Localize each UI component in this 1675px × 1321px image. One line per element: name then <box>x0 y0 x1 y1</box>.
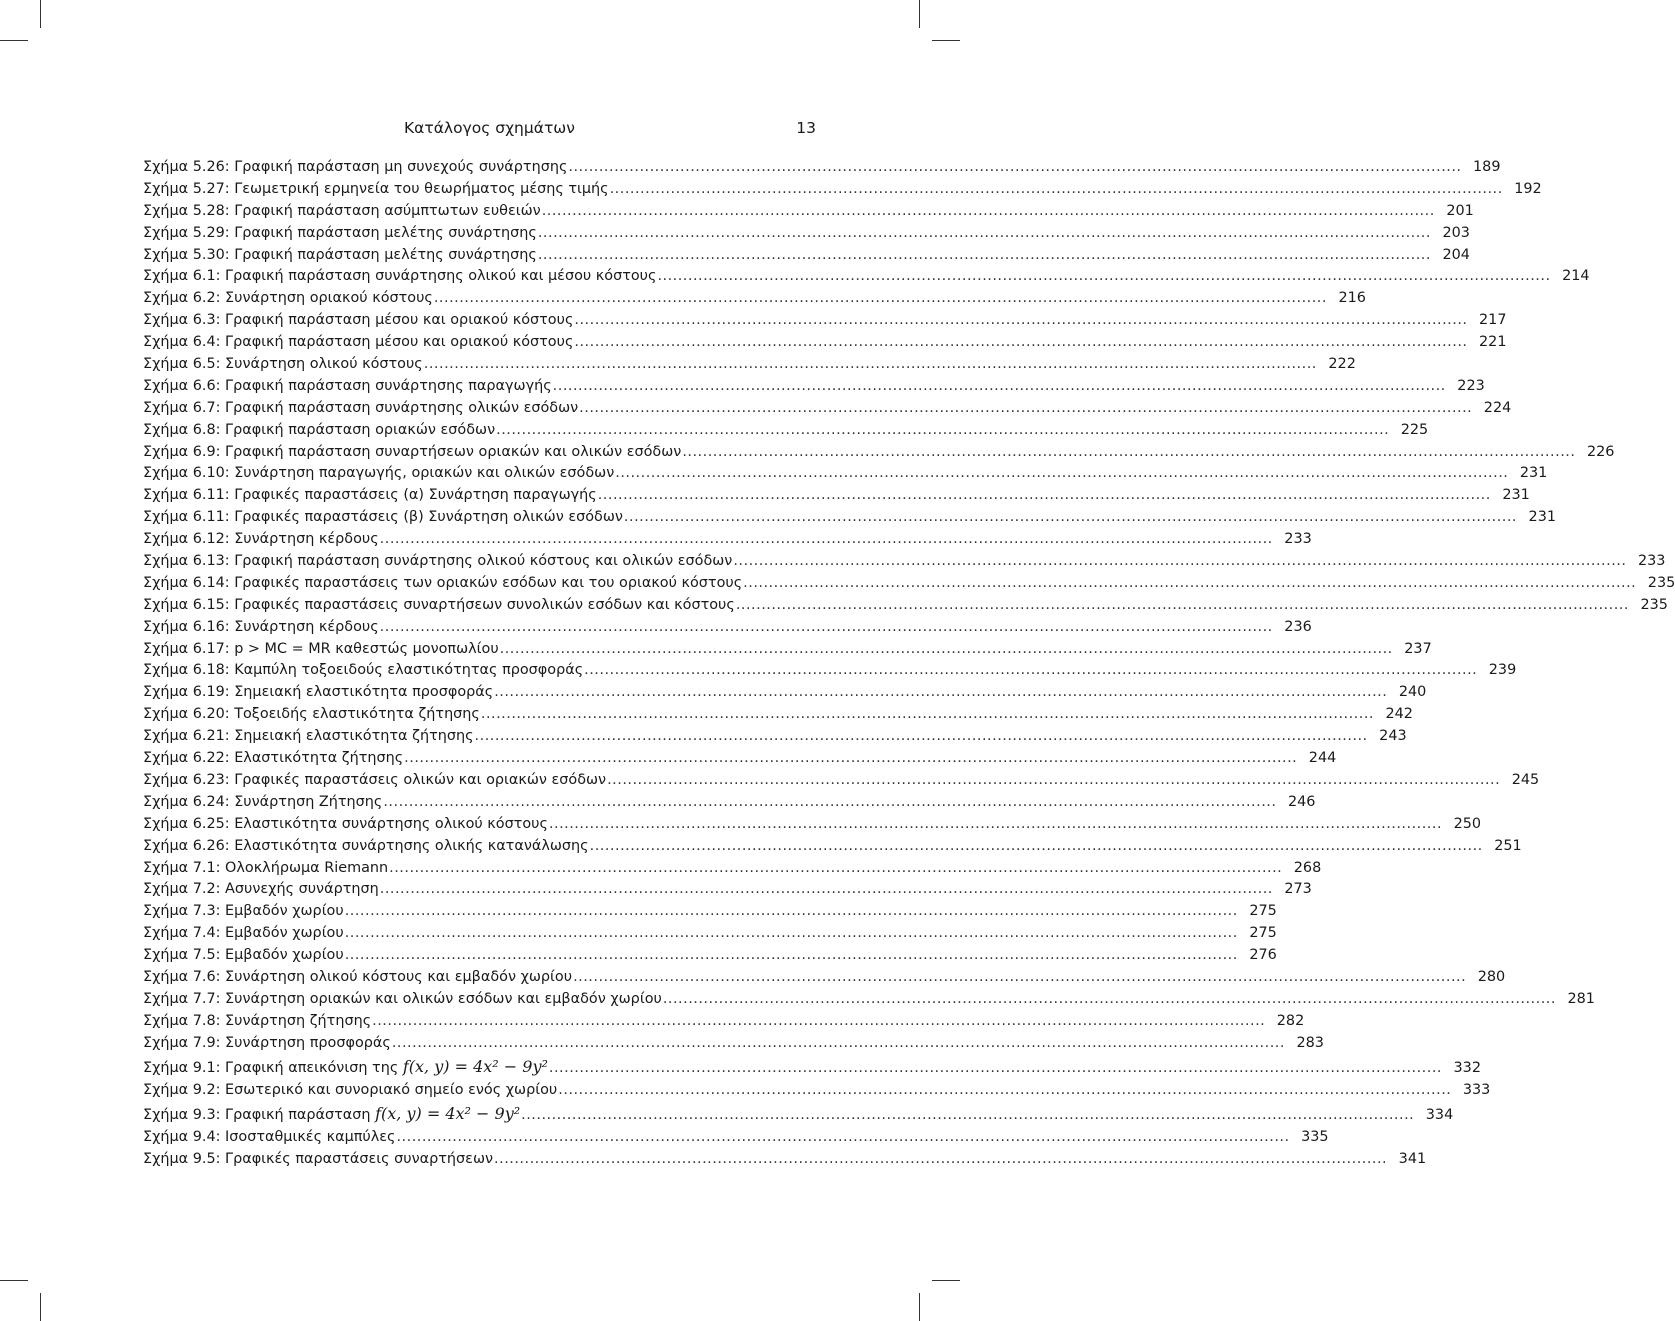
toc-entry-text: Σχήμα 9.3: Γραφική παράσταση <box>143 1106 371 1123</box>
toc-entry-label <box>143 619 379 635</box>
toc-entry-label <box>143 247 537 263</box>
toc-entry-label <box>143 947 344 963</box>
toc-entry-label <box>143 794 382 810</box>
toc-entry-page: 189 <box>1473 159 1501 175</box>
toc-entry-label <box>143 312 573 328</box>
toc-entry-text: Σχήμα 7.7: Συνάρτηση οριακών και ολικών εσόδων και εμβαδόν χωρίου <box>143 990 662 1007</box>
toc-entry[interactable] <box>143 750 1337 772</box>
toc-entry[interactable] <box>143 968 1506 991</box>
dot-leader <box>538 247 1431 263</box>
toc-entry[interactable] <box>143 903 1277 925</box>
toc-entry-page: 235 <box>1640 596 1668 613</box>
toc-entry-page: 231 <box>1528 509 1557 526</box>
toc-entry-label <box>143 1057 548 1076</box>
toc-entry[interactable] <box>143 990 1595 1013</box>
toc-entry-text: Σχήμα 9.2: Εσωτερικό και συνοριακό σημείο ενός χωρίου <box>143 1081 558 1098</box>
toc-entry-page: 268 <box>1293 859 1322 876</box>
crop-mark <box>40 0 41 28</box>
toc-entry[interactable] <box>143 706 1413 728</box>
toc-entry-page: 201 <box>1446 202 1474 219</box>
toc-entry-page: 251 <box>1494 837 1522 854</box>
toc-entry-page: 192 <box>1514 180 1542 197</box>
toc-entry[interactable] <box>143 1150 1427 1173</box>
toc-entry-text: Σχήμα 6.2: Συνάρτηση οριακού κόστους <box>143 290 433 307</box>
dot-leader <box>574 334 1467 350</box>
dot-leader <box>389 860 1282 876</box>
toc-entry-label <box>143 509 623 525</box>
toc-entry-text: Σχήμα 6.13: Γραφική παράσταση συνάρτησης ολικού κόστους και ολικών εσόδων <box>143 553 733 570</box>
dot-leader <box>549 1060 1442 1076</box>
toc-entry[interactable] <box>143 771 1540 794</box>
toc-entry-label <box>143 553 732 569</box>
dot-leader <box>607 772 1500 788</box>
toc-entry-page: 204 <box>1442 246 1470 263</box>
toc-entry-text: Σχήμα 7.5: Εμβαδόν χωρίου <box>143 947 344 964</box>
toc-entry-text: Σχήμα 6.6: Γραφική παράσταση συνάρτησης παραγωγής <box>143 377 552 394</box>
dot-leader <box>345 925 1238 941</box>
toc-entry-label <box>143 1151 493 1167</box>
dot-leader <box>434 290 1327 306</box>
toc-entry[interactable] <box>143 246 1470 269</box>
dot-leader <box>743 575 1636 591</box>
dot-leader <box>624 509 1517 525</box>
dot-leader <box>372 1013 1265 1029</box>
toc-entry[interactable] <box>143 509 1557 531</box>
toc-entry-page: 236 <box>1284 618 1312 635</box>
dot-leader <box>380 881 1273 897</box>
toc-entry-text: Σχήμα 6.4: Γραφική παράσταση μέσου και οριακού κόστους <box>143 334 574 351</box>
toc-entry-label <box>143 334 573 350</box>
toc-entry[interactable] <box>143 487 1530 509</box>
toc-entry-page: 273 <box>1284 881 1312 898</box>
toc-entry-text: Σχήμα 9.4: Ισοσταθμικές καμπύλες <box>143 1128 396 1145</box>
toc-entry-label <box>143 290 433 306</box>
toc-entry-text: Σχήμα 6.3: Γραφική παράσταση μέσου και οριακού κόστους <box>143 312 574 329</box>
toc-entry[interactable] <box>143 596 1668 619</box>
toc-entry[interactable] <box>143 443 1615 466</box>
header-title: Κατάλογος σχημάτων <box>404 119 575 137</box>
toc-entry-text: Σχήμα 6.1: Γραφική παράσταση συνάρτησης ολικού και μέσου κόστους <box>143 268 657 285</box>
toc-entry-label <box>143 378 552 394</box>
dot-leader <box>549 816 1442 832</box>
dot-leader <box>345 903 1238 919</box>
dot-leader <box>590 838 1483 854</box>
toc-entry[interactable] <box>143 159 1501 181</box>
dot-leader <box>736 597 1629 613</box>
toc-entry-page: 282 <box>1276 1012 1305 1029</box>
toc-entry-text: Σχήμα 6.15: Γραφικές παραστάσεις συναρτήσεων συνολικών εσόδων και κόστους <box>143 596 735 613</box>
toc-entry-label <box>143 465 614 481</box>
toc-entry-label <box>143 356 423 372</box>
toc-entry-text: Σχήμα 6.16: Συνάρτηση κέρδους <box>143 618 379 635</box>
toc-entry[interactable] <box>143 290 1366 312</box>
toc-entry[interactable] <box>143 421 1429 444</box>
toc-entry[interactable] <box>143 224 1470 247</box>
toc-entry-page: 275 <box>1249 925 1277 942</box>
toc-entry[interactable] <box>143 640 1432 663</box>
toc-entry-text: Σχήμα 6.21: Σημειακή ελαστικότητα ζήτησης <box>143 728 474 745</box>
toc-entry-page: 341 <box>1398 1150 1427 1167</box>
toc-entry-label <box>143 838 589 854</box>
dot-leader <box>496 422 1389 438</box>
toc-entry-label <box>143 706 480 722</box>
toc-entry-page: 244 <box>1308 750 1337 767</box>
toc-entry-page: 242 <box>1385 706 1413 723</box>
dot-leader <box>598 487 1491 503</box>
toc-entry-text: Σχήμα 6.20: Τοξοειδής ελαστικότητα ζήτησης <box>143 706 480 723</box>
toc-entry-label <box>143 268 656 284</box>
list-of-figures <box>143 159 1675 1173</box>
toc-entry-page: 216 <box>1338 290 1366 307</box>
toc-entry-text: Σχήμα 6.11: Γραφικές παραστάσεις (β) Συνάρτηση ολικών εσόδων <box>143 509 623 526</box>
toc-entry-text: Σχήμα 6.25: Ελαστικότητα συνάρτησης ολικού κόστους <box>143 815 548 832</box>
dot-leader <box>404 750 1297 766</box>
toc-entry-page: 233 <box>1637 553 1666 570</box>
toc-entry-label <box>143 903 344 919</box>
toc-entry-label <box>143 1013 371 1029</box>
toc-entry-page: 221 <box>1479 334 1507 351</box>
toc-entry-page: 332 <box>1453 1059 1481 1076</box>
toc-entry-text: Σχήμα 6.22: Ελαστικότητα ζήτησης <box>143 750 404 767</box>
toc-entry-label <box>143 728 474 744</box>
toc-entry-page: 226 <box>1586 443 1615 460</box>
toc-entry-page: 239 <box>1488 662 1517 679</box>
toc-entry-page: 235 <box>1647 574 1675 591</box>
toc-entry-label <box>143 772 606 788</box>
toc-entry[interactable] <box>143 837 1522 860</box>
toc-entry-label <box>143 991 662 1007</box>
toc-entry-label <box>143 750 403 766</box>
dot-leader <box>663 991 1556 1007</box>
toc-entry-page: 222 <box>1328 356 1356 373</box>
toc-entry-label <box>143 860 388 876</box>
dot-leader <box>500 641 1393 657</box>
toc-entry-text: Σχήμα 7.2: Ασυνεχής συνάρτηση <box>143 881 379 898</box>
crop-mark <box>0 1280 28 1281</box>
toc-entry-page: 276 <box>1249 947 1277 964</box>
toc-entry-text: Σχήμα 6.18: Καμπύλη τοξοειδούς ελαστικότητας προσφοράς <box>143 662 584 679</box>
toc-entry[interactable] <box>143 334 1507 356</box>
dot-leader <box>345 947 1238 963</box>
toc-entry-text: Σχήμα 7.6: Συνάρτηση ολικού κόστους και εμβαδόν χωρίου <box>143 968 573 985</box>
toc-entry[interactable] <box>143 1056 1481 1082</box>
toc-entry-page: 243 <box>1379 728 1407 745</box>
dot-leader <box>380 619 1273 635</box>
toc-entry-label <box>143 641 499 657</box>
dot-leader <box>657 268 1550 284</box>
dot-leader <box>682 444 1575 460</box>
toc-entry-label <box>143 969 572 985</box>
toc-entry-text: Σχήμα 6.10: Συνάρτηση παραγωγής, οριακών και ολικών εσόδων <box>143 465 615 482</box>
toc-entry-page: 224 <box>1483 399 1512 416</box>
toc-entry-text: Σχήμα 6.7: Γραφική παράσταση συνάρτησης ολικών εσόδων <box>143 399 579 416</box>
toc-entry-page: 233 <box>1284 531 1312 548</box>
toc-entry[interactable] <box>143 1081 1491 1104</box>
toc-entry[interactable] <box>143 1012 1305 1035</box>
dot-leader <box>574 312 1467 328</box>
toc-entry-text: Σχήμα 9.1: Γραφική απεικόνιση της <box>143 1059 399 1076</box>
toc-entry-text: Σχήμα 6.5: Συνάρτηση ολικού κόστους <box>143 356 423 373</box>
toc-entry-label <box>143 531 379 547</box>
toc-entry[interactable] <box>143 377 1485 400</box>
dot-leader <box>568 159 1461 175</box>
toc-entry-text: Σχήμα 7.8: Συνάρτηση ζήτησης <box>143 1012 372 1029</box>
toc-entry-page: 240 <box>1398 684 1427 701</box>
toc-entry-label <box>143 444 681 460</box>
crop-mark <box>919 0 920 28</box>
toc-entry[interactable] <box>143 815 1482 838</box>
toc-entry-label <box>143 597 735 613</box>
dot-leader <box>475 728 1368 744</box>
toc-entry-text: Σχήμα 7.9: Συνάρτηση προσφοράς <box>143 1034 391 1051</box>
toc-entry-text: Σχήμα 7.4: Εμβαδόν χωρίου <box>143 925 344 942</box>
dot-leader <box>392 1035 1285 1051</box>
toc-entry[interactable] <box>143 881 1312 903</box>
toc-entry-text: Σχήμα 6.24: Συνάρτηση Ζήτησης <box>143 793 383 810</box>
toc-entry[interactable] <box>143 684 1427 706</box>
toc-entry-text: Σχήμα 6.8: Γραφική παράσταση οριακών εσόδων <box>143 421 496 438</box>
toc-entry-text: Σχήμα 9.5: Γραφικές παραστάσεις συναρτήσεων <box>143 1150 494 1167</box>
dot-leader <box>733 553 1626 569</box>
toc-entry-page: 223 <box>1457 377 1485 394</box>
toc-entry-label <box>143 925 344 941</box>
toc-entry-page: 275 <box>1249 903 1277 920</box>
toc-entry-label <box>143 203 541 219</box>
toc-entry-text: Σχήμα 6.23: Γραφικές παραστάσεις ολικών και οριακών εσόδων <box>143 771 607 788</box>
toc-entry[interactable] <box>143 312 1507 334</box>
toc-entry[interactable] <box>143 1034 1324 1057</box>
dot-leader <box>542 203 1435 219</box>
toc-entry[interactable] <box>143 202 1474 225</box>
toc-entry[interactable] <box>143 399 1512 422</box>
toc-entry-label <box>143 662 583 678</box>
dot-leader <box>610 181 1503 197</box>
dot-leader <box>396 1129 1289 1145</box>
dot-leader <box>494 684 1387 700</box>
toc-entry-formula: f(x, y) = 4x² − 9y² <box>402 1056 548 1076</box>
toc-entry-label <box>143 1104 520 1123</box>
dot-leader <box>521 1107 1414 1123</box>
toc-entry-text: Σχήμα 5.27: Γεωμετρική ερμηνεία του θεωρήματος μέσης τιμής <box>143 180 609 197</box>
toc-entry-text: Σχήμα 6.14: Γραφικές παραστάσεις των οριακών εσόδων και του οριακού κόστους <box>143 574 743 591</box>
dot-leader <box>380 531 1273 547</box>
toc-entry-label <box>143 575 742 591</box>
toc-entry-text: Σχήμα 6.19: Σημειακή ελαστικότητα προσφοράς <box>143 684 494 701</box>
toc-entry-label <box>143 487 597 503</box>
toc-entry-label <box>143 684 493 700</box>
toc-entry[interactable] <box>143 793 1316 816</box>
crop-mark <box>0 40 28 41</box>
crop-mark <box>932 40 960 41</box>
toc-entry[interactable] <box>143 1103 1454 1129</box>
dot-leader <box>579 400 1472 416</box>
toc-entry[interactable] <box>143 268 1590 290</box>
toc-entry-page: 231 <box>1519 465 1548 482</box>
toc-entry-page: 237 <box>1404 640 1432 657</box>
toc-entry-text: Σχήμα 6.9: Γραφική παράσταση συναρτήσεων οριακών και ολικών εσόδων <box>143 443 682 460</box>
toc-entry-label <box>143 1129 395 1145</box>
toc-entry[interactable] <box>143 947 1277 969</box>
toc-entry-text: Σχήμα 7.1: Ολοκλήρωμα Riemann <box>143 859 389 876</box>
toc-entry[interactable] <box>143 859 1322 882</box>
toc-entry[interactable] <box>143 728 1407 750</box>
toc-entry[interactable] <box>143 553 1666 575</box>
toc-entry-formula: f(x, y) = 4x² − 9y² <box>375 1103 521 1123</box>
toc-entry-text: Σχήμα 6.17: p > MC = MR καθεστώς μονοπωλίου <box>143 640 499 657</box>
toc-entry-label <box>143 1082 557 1098</box>
toc-entry-page: 217 <box>1479 312 1507 329</box>
running-header <box>140 119 816 141</box>
toc-entry-page: 246 <box>1287 793 1316 810</box>
toc-entry-page: 231 <box>1502 487 1530 504</box>
dot-leader <box>553 378 1446 394</box>
dot-leader <box>538 225 1431 241</box>
dot-leader <box>573 969 1466 985</box>
toc-entry-page: 334 <box>1425 1106 1454 1123</box>
toc-entry[interactable] <box>143 925 1277 947</box>
dot-leader <box>584 662 1477 678</box>
toc-entry-label <box>143 422 495 438</box>
toc-entry-label <box>143 159 567 175</box>
toc-entry-label <box>143 400 578 416</box>
crop-mark <box>40 1293 41 1321</box>
dot-leader <box>383 794 1276 810</box>
toc-entry-page: 333 <box>1462 1081 1491 1098</box>
header-page-number: 13 <box>796 119 816 137</box>
toc-entry-page: 280 <box>1477 968 1506 985</box>
crop-mark <box>919 1293 920 1321</box>
toc-entry[interactable] <box>143 180 1542 203</box>
toc-entry[interactable] <box>143 356 1356 378</box>
toc-entry-page: 214 <box>1562 268 1590 285</box>
toc-entry-page: 250 <box>1453 815 1482 832</box>
toc-entry-label <box>143 225 537 241</box>
toc-entry-page: 245 <box>1511 771 1540 788</box>
toc-entry[interactable] <box>143 465 1548 487</box>
toc-entry[interactable] <box>143 618 1312 641</box>
toc-entry-page: 283 <box>1296 1034 1324 1051</box>
toc-entry-label <box>143 1035 391 1051</box>
toc-entry-page: 225 <box>1400 421 1429 438</box>
dot-leader <box>558 1082 1451 1098</box>
toc-entry-text: Σχήμα 6.26: Ελαστικότητα συνάρτησης ολικής κατανάλωσης <box>143 837 589 854</box>
toc-entry-text: Σχήμα 5.30: Γραφική παράσταση μελέτης συνάρτησης <box>143 246 537 263</box>
toc-entry-text: Σχήμα 5.29: Γραφική παράσταση μελέτης συνάρτησης <box>143 224 537 241</box>
dot-leader <box>481 706 1374 722</box>
dot-leader <box>494 1151 1387 1167</box>
toc-entry-text: Σχήμα 7.3: Εμβαδόν χωρίου <box>143 903 344 920</box>
toc-entry[interactable] <box>143 662 1517 684</box>
toc-entry-label <box>143 181 609 197</box>
toc-entry-text: Σχήμα 5.26: Γραφική παράσταση μη συνεχούς συνάρτησης <box>143 159 568 175</box>
toc-entry-page: 203 <box>1442 224 1470 241</box>
toc-entry-label <box>143 881 379 897</box>
toc-entry[interactable] <box>143 1128 1329 1151</box>
toc-entry[interactable] <box>143 574 1675 597</box>
dot-leader <box>615 465 1508 481</box>
toc-entry-text: Σχήμα 6.11: Γραφικές παραστάσεις (α) Συνάρτηση παραγωγής <box>143 487 597 504</box>
toc-entry-text: Σχήμα 5.28: Γραφική παράσταση ασύμπτωτων ευθειών <box>143 202 541 219</box>
toc-entry-page: 281 <box>1567 990 1595 1007</box>
crop-mark <box>932 1280 960 1281</box>
toc-entry-page: 335 <box>1301 1128 1329 1145</box>
dot-leader <box>424 356 1317 372</box>
toc-entry-label <box>143 816 548 832</box>
toc-entry-text: Σχήμα 6.12: Συνάρτηση κέρδους <box>143 531 379 548</box>
toc-entry[interactable] <box>143 531 1312 553</box>
